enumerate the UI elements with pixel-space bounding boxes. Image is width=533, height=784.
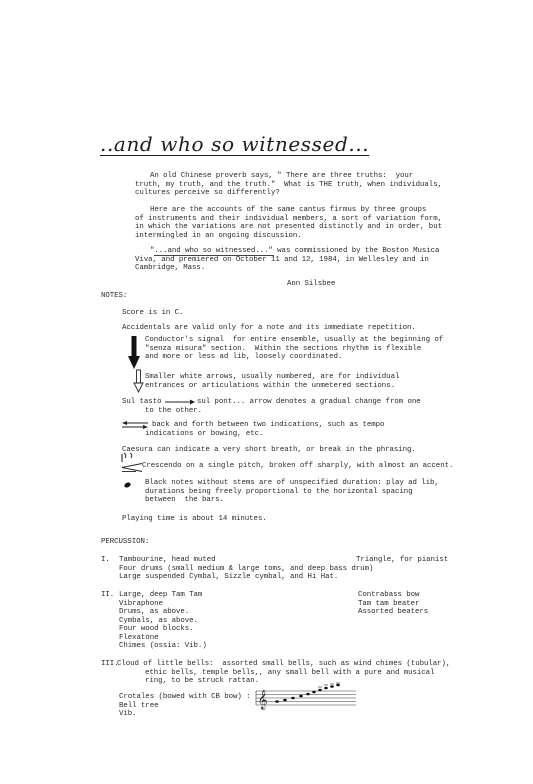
instrument-line: Vib. [119, 710, 137, 718]
intro-line: An old Chinese proverb says, " There are three truths: your [150, 172, 414, 180]
notes-item: Playing time is about 14 minutes. [122, 515, 267, 523]
notes-item: "senza misura" section. Within the sections rhythm is flexible [145, 344, 422, 353]
white-arrow-icon [134, 370, 143, 392]
instrument-right: Contrabass bow [358, 591, 420, 599]
intro-line: intermingled in an ongoing discussion. [135, 231, 302, 240]
notes-item: between the bars. [145, 496, 224, 504]
intro-line: Here are the accounts of the same cantus firmus by three groups [150, 206, 427, 214]
music-staff-example [256, 683, 356, 709]
intro-line: Viva, and premiered on October 11 and 12, 1984, in Wellesley and in [135, 255, 429, 264]
instrument-line: Tambourine, head muted [119, 556, 216, 564]
notes-item: to the other. [145, 406, 203, 415]
notes-item: Smaller white arrows, usually numbered, are for individual [145, 373, 400, 381]
underline-mark [154, 255, 274, 256]
percussion-heading: PERCUSSION: [101, 538, 150, 546]
black-arrow-icon [128, 336, 140, 369]
instrument-line: ring, to be struck rattan. [145, 677, 260, 685]
group-number: III. [101, 660, 119, 668]
notes-item: indications or bowing, etc. [145, 429, 264, 438]
intro-line: "...and who so witnessed..." was commissioned by the Boston Musica [150, 247, 440, 255]
instrument-line: Four drums (small medium & large toms, and deep bass drum) [119, 564, 374, 573]
intro-line: cultures perceive so differently? [135, 189, 280, 197]
instrument-line: Drums, as above. [119, 608, 190, 616]
instrument-line: Vibraphone [119, 599, 163, 608]
notes-item: Crescendo on a single pitch, broken off sharply, with almost an accent. [142, 462, 454, 470]
author-name: Ann Silsbee [287, 280, 336, 288]
instrument-line: Cloud of little bells: assorted small bells, such as wind chimes (tubular), [117, 660, 451, 668]
intro-line: Cambridge, Mass. [135, 264, 206, 272]
right-arrow-icon [165, 399, 195, 405]
notes-item: entrances or articulations within the unmetered sections. [145, 381, 395, 390]
double-arrow-icon [122, 421, 148, 429]
instrument-line: Flexatone [119, 633, 159, 642]
notes-item: Black notes without stems are of unspecified duration: play ad lib, [145, 479, 439, 487]
instrument-right: Triangle, for pianist [356, 556, 449, 564]
instrument-line: Crotales (bowed with CB bow) : [119, 693, 251, 701]
caesura-icon [121, 453, 135, 463]
group-number: I. [101, 556, 110, 564]
notes-item: Score is in C. [122, 309, 184, 317]
crescendo-icon [122, 463, 142, 472]
notes-item: back and forth between two indications, such as tempo [152, 421, 385, 429]
instrument-line: Bell tree [119, 701, 159, 710]
instrument-line: ethic bells, temple bells,, any small bell with a pure and musical [145, 668, 435, 677]
notes-item: and more or less ad lib, loosely coordinated. [145, 353, 343, 361]
intro-line: in which the variations are not presented distinctly and in order, but [135, 223, 442, 231]
instrument-right: Tam tam beater [358, 599, 420, 608]
instrument-line: Large suspended Cymbal, Sizzle cymbal, and Hi Hat. [119, 573, 339, 581]
notes-item: Accidentals are valid only for a note and its immediate repetition. [122, 324, 416, 332]
svg-text:𝄞: 𝄞 [257, 690, 268, 710]
instrument-line: Large, deep Tam Tam [119, 591, 203, 599]
instrument-line: Chimes (ossia: Vib.) [119, 642, 207, 650]
notes-heading: NOTES: [101, 292, 128, 300]
instrument-line: Cymbals, as above. [119, 616, 198, 625]
notes-item: sul pont... arrow denotes a gradual change from one [197, 398, 421, 406]
page-title: ..and who so witnessed... [100, 132, 370, 156]
notes-item: Conductor's signal for entire ensemble, usually at the beginning of [145, 336, 444, 344]
intro-line: truth, my truth, and the truth." What is THE truth, when individuals, [135, 180, 442, 189]
intro-line: of instruments and their individual members, a sort of variation form, [135, 214, 442, 223]
notes-item: Sul tasto [122, 398, 162, 406]
black-notehead-icon [124, 482, 131, 488]
instrument-line: Four wood blocks. [119, 625, 194, 633]
notes-item: Caesura can indicate a very short breath, or break in the phrasing. [122, 446, 416, 454]
instrument-right: Assorted beaters [358, 608, 429, 616]
group-number: II. [101, 591, 115, 599]
notes-item: durations being freely proportional to the horizontal spacing [145, 487, 413, 496]
